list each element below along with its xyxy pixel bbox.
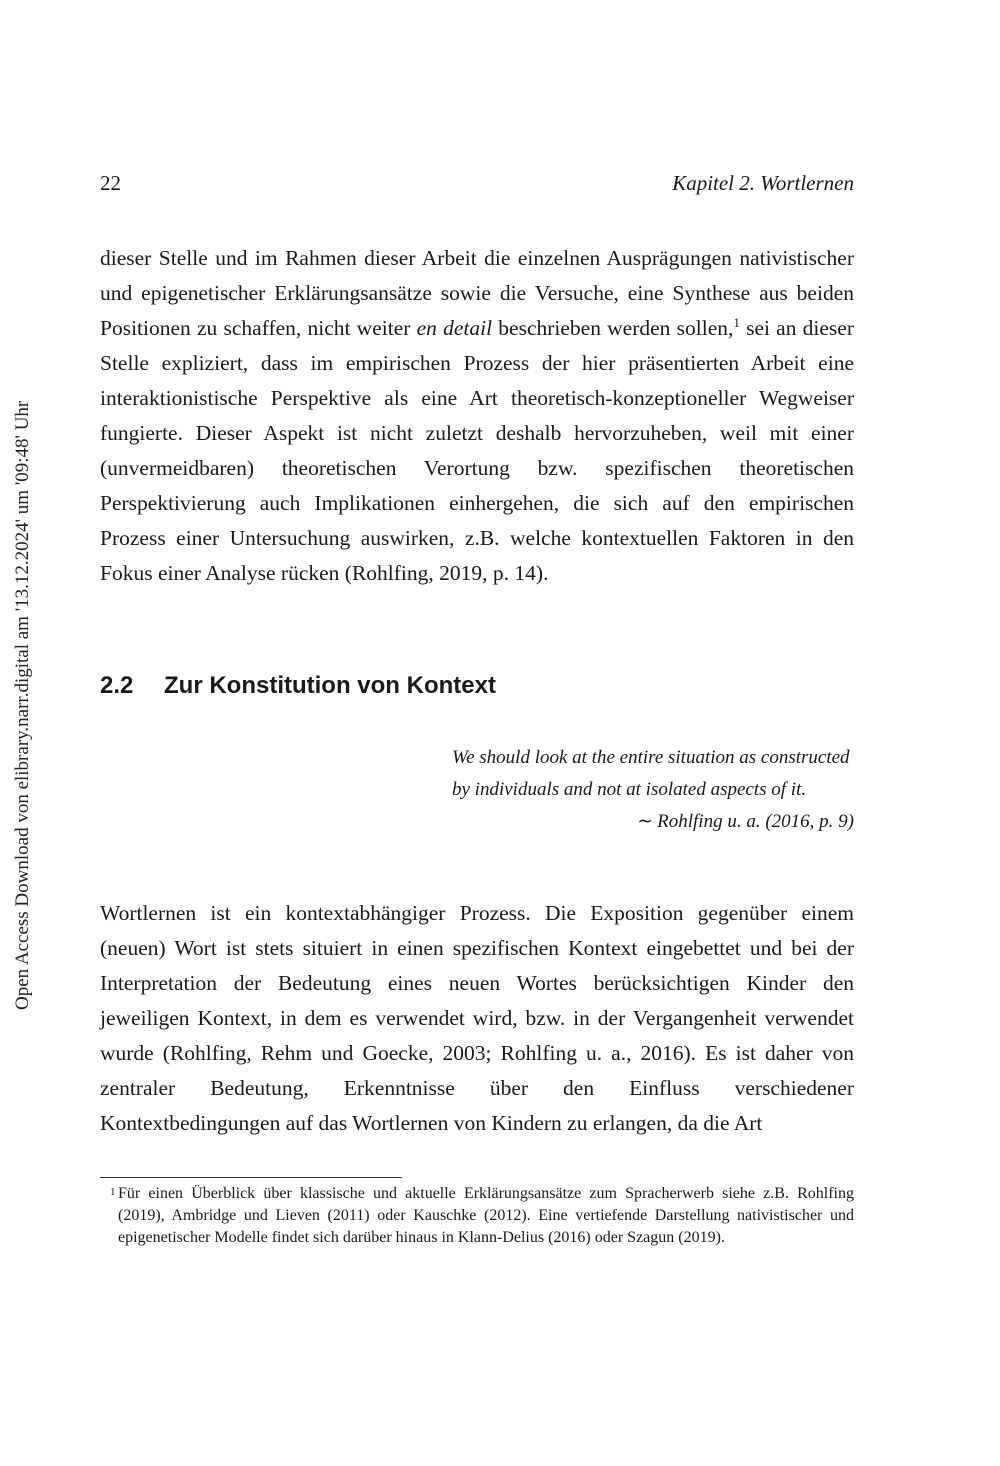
epigraph (452, 742, 854, 838)
paragraph-text: beschrieben werden sollen, (492, 316, 734, 340)
footnote-divider (100, 1177, 402, 1178)
epigraph-quote: We should look at the entire situation as constructed by individuals and not at isolated aspects of it. (452, 747, 850, 800)
paragraph-text: dieser Stelle und im Rahmen dieser Arbeit die einzelnen Ausprägungen nativistischer und epigenetischer Erklärungsansätze sowie die Versuche, eine Synthese aus beiden Positionen zu schaffen, nicht weiter (100, 246, 854, 340)
footnote-number: 1 (110, 1186, 116, 1198)
epigraph-source: Rohlfing u. a. (2016, p. 9) (657, 811, 854, 832)
footnote-reference[interactable]: 1 (733, 314, 740, 330)
download-watermark: Open Access Download von elibrary.narr.digital am '13.12.2024' um '09:48' Uhr (12, 400, 33, 1010)
footnote (110, 1183, 854, 1249)
tilde-symbol: ∼ (637, 811, 654, 832)
page-number: 22 (100, 171, 121, 195)
section-title: Zur Konstitution von Kontext (164, 672, 496, 699)
epigraph-attribution (452, 806, 854, 838)
running-header (100, 168, 854, 198)
paragraph-text: Wortlernen ist ein kontextabhängiger Prozess. Die Exposition gegenüber einem (neuen) Wort ist stets situiert in einen spezifischen Kontext eingebettet und bei der Interpretation der Bedeutung eines neuen Wortes berücksichtigen Kinder den jeweiligen Kontext, in dem es verwendet wird, bzw. in der Vergangenheit verwendet wurde (Rohlfing, Rehm und Goecke, 2003; Rohlfing u. a., 2016). Es ist daher von zentraler Bedeutung, Erkenntnisse über den Einfluss verschiedener Kontextbedingungen auf das Wortlernen von Kindern zu erlangen, da die Art (100, 901, 854, 1135)
chapter-title: Kapitel 2. Wortlernen (672, 171, 854, 195)
emphasis-text: en detail (416, 316, 493, 340)
paragraph-text: sei an dieser Stelle expliziert, dass im empirischen Prozess der hier präsentierten Arbeit eine interaktionistische Perspektive als eine Art theoretisch-konzeptioneller Wegweiser fungierte. Dieser Aspekt ist nicht zuletzt deshalb hervorzuheben, weil mit einer (unvermeidbaren) theoretischen Verortung bzw. spezifischen theoretischen Perspektivierung auch Implikationen einhergehen, die sich auf den empirischen Prozess einer Untersuchung auswirken, z.B. welche kontextuellen Faktoren in den Fokus einer Analyse rücken (Rohlfing, 2019, p. 14). (100, 316, 854, 585)
section-number: 2.2 (100, 672, 134, 699)
body-paragraph-2 (100, 896, 854, 1141)
section-heading (100, 666, 854, 706)
body-paragraph-1 (100, 241, 854, 591)
footnote-text: Für einen Überblick über klassische und aktuelle Erklärungsansätze zum Spracherwerb siehe z.B. Rohlfing (2019), Ambridge und Lieven (2011) oder Kauschke (2012). Eine vertiefende Darstellung nativistischer und epigenetischer Modelle findet sich darüber hinaus in Klann-Delius (2016) oder Szagun (2019). (118, 1185, 854, 1246)
